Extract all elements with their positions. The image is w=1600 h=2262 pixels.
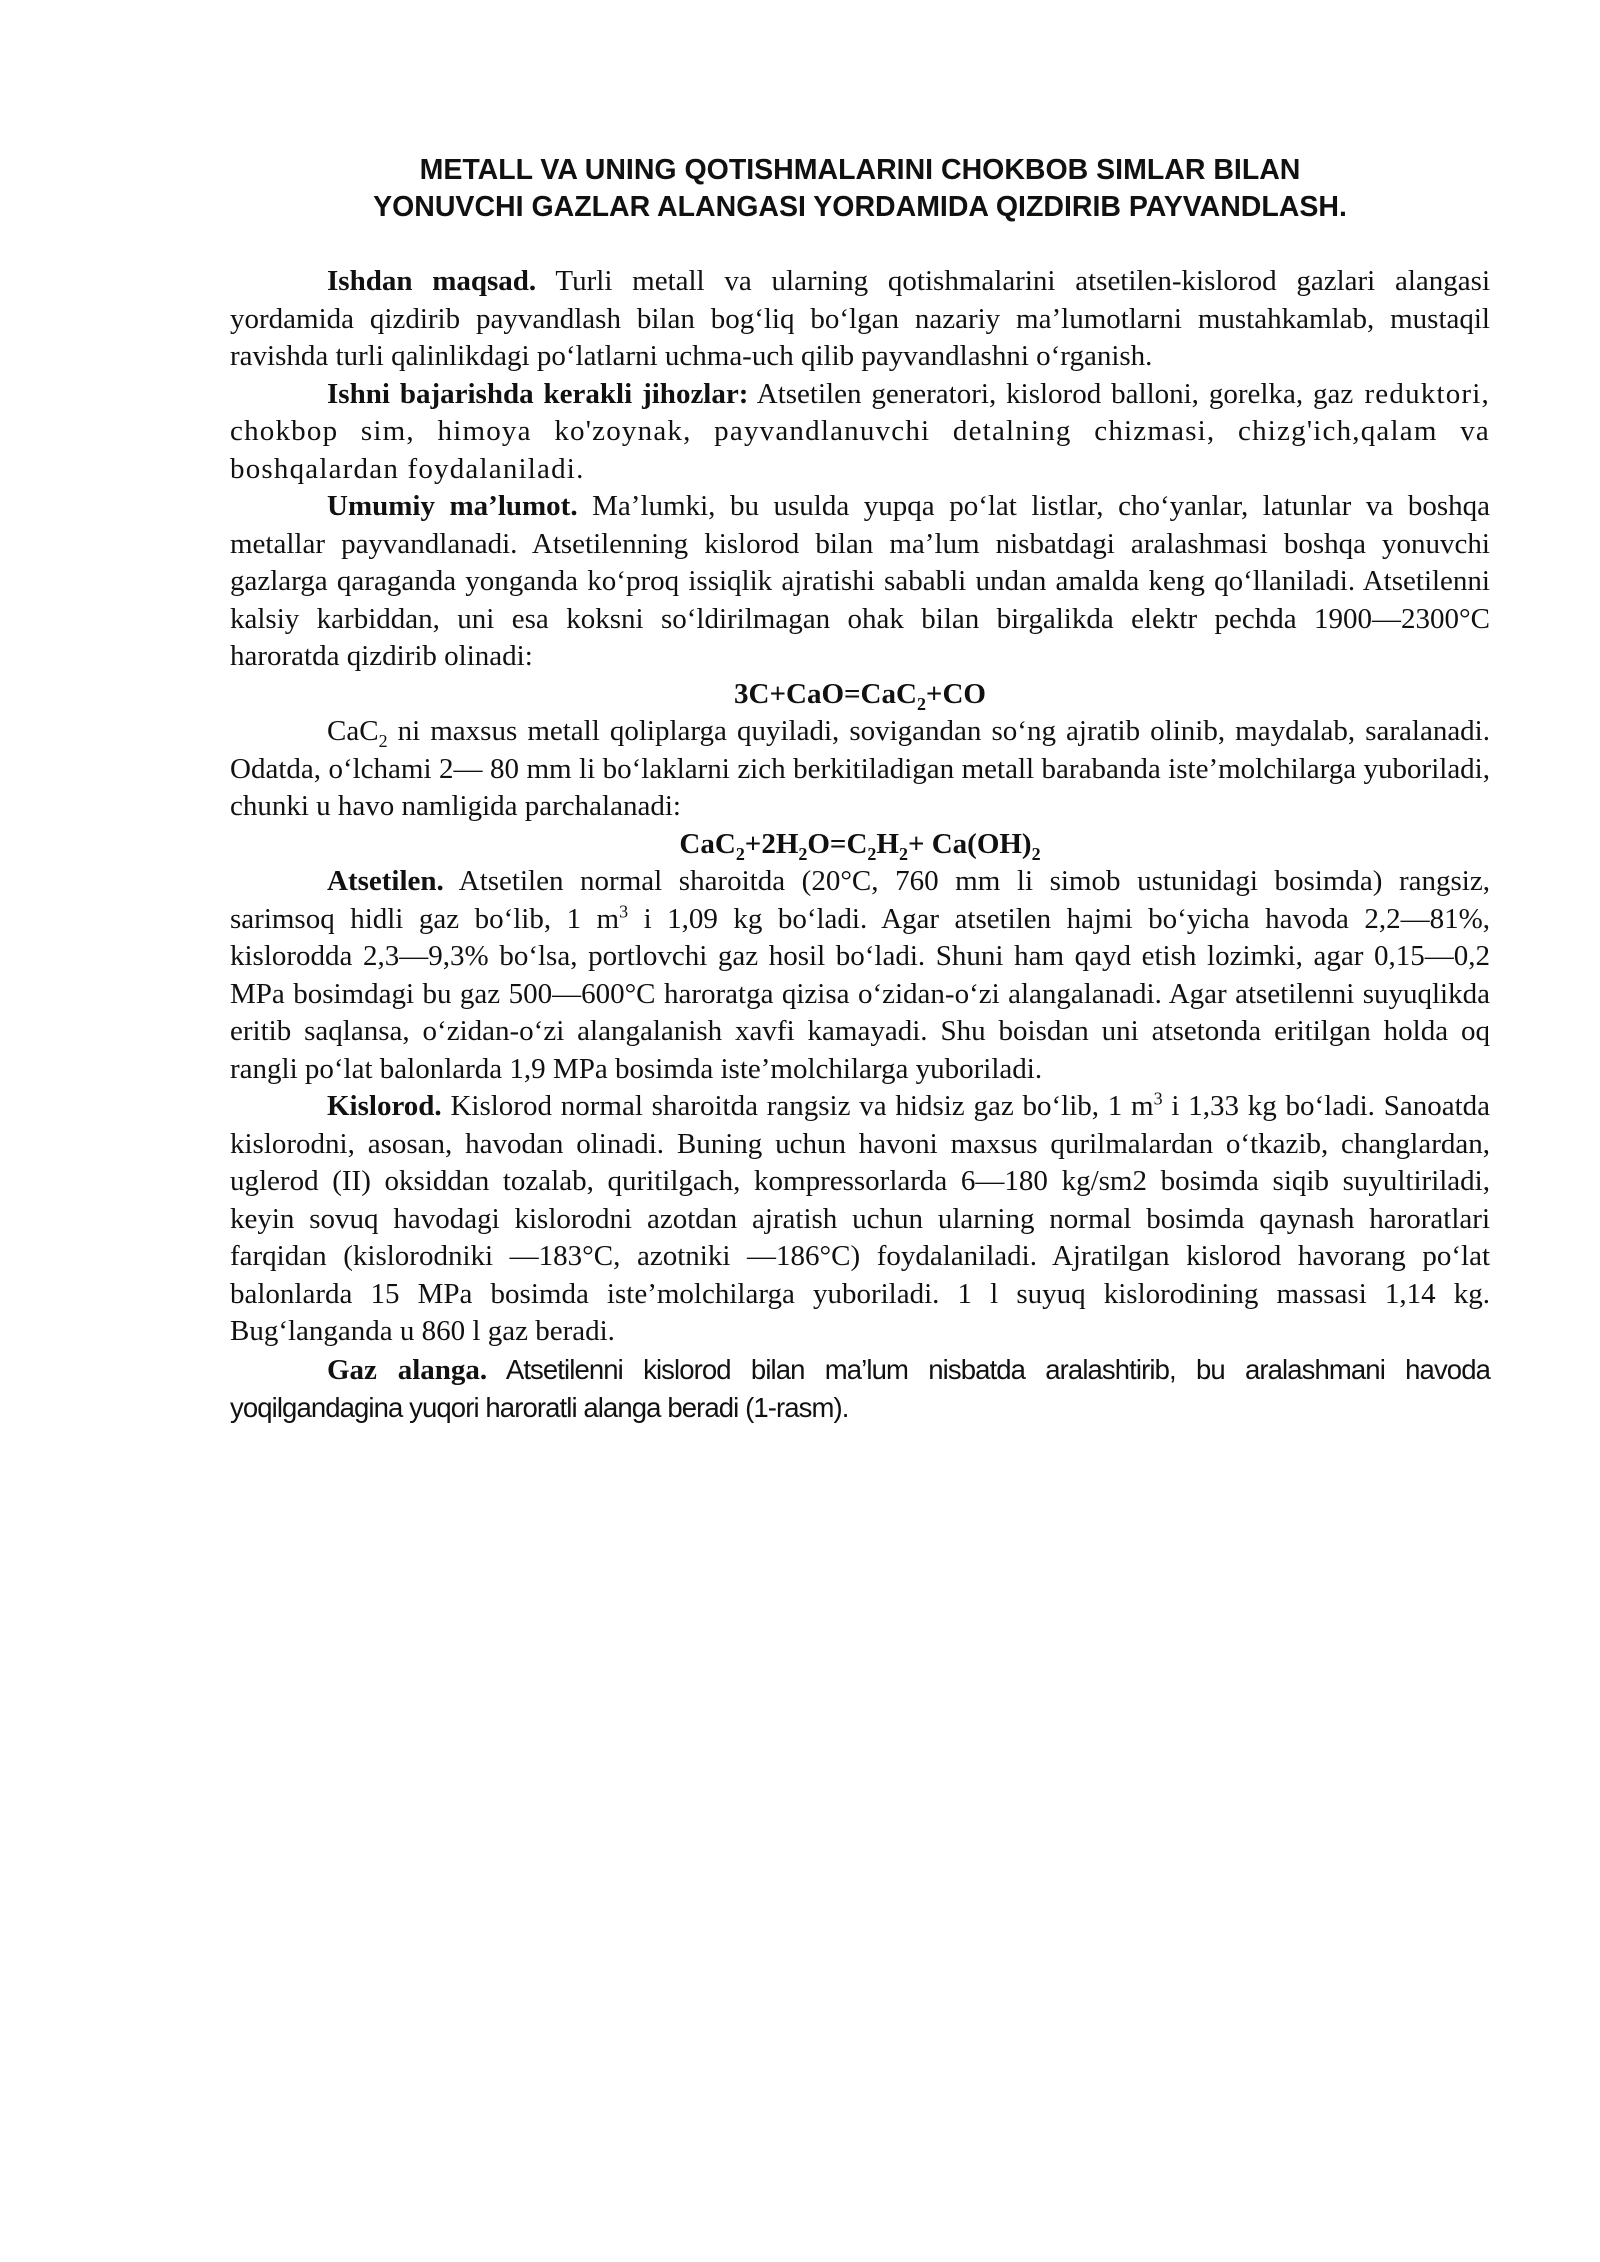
- cac2-paragraph: [230, 713, 1490, 826]
- formula1-part: 3C+CaO=CaC: [734, 677, 917, 710]
- cac2-sub: 2: [378, 730, 388, 751]
- formula2-sub: 2: [735, 843, 745, 864]
- oxygen-paragraph: [230, 1088, 1490, 1351]
- acetylene-text-1: Atsetilen normal sharoitda (20°C, 760 mm li simob ustunidagi bosimda) rangsiz, sarimsoq hidli gaz bo‘lib, 1 m: [230, 865, 1490, 935]
- acetylene-paragraph: [230, 863, 1490, 1088]
- aim-paragraph: [230, 263, 1490, 376]
- equipment-text-1: Atsetilen generatori, kislorod balloni, gorelka, gaz: [748, 377, 1354, 410]
- formula2-sub: 2: [867, 843, 877, 864]
- formula2-sub: 2: [798, 843, 808, 864]
- equipment-text-2: reduktori, chokbop sim, himoya ko'zoynak, payvandlanuvchi detalning chizmasi, chizg'ich,qalam va boshqalardan foydalaniladi.: [230, 377, 1490, 485]
- aim-text: Turli metall va ularning qotishmalarini atsetilen-kislorod gazlari alangasi yordamida qizdirib payvandlash bilan bog‘liq bo‘lgan nazariy ma’lumotlarni mustahkamlab, mustaqil ravishda turli qalinlikdagi po‘latlarni uchma-uch qilib payvandlashni o‘rganish.: [230, 265, 1490, 372]
- formula2-part: + Ca(OH): [907, 827, 1032, 860]
- formula2-part: CaC: [679, 827, 736, 860]
- acetylene-text-2: i 1,09 kg bo‘ladi. Agar atsetilen hajmi bo‘yicha havoda 2,2—81%, kislorodda 2,3—9,3% bo‘lsa, portlovchi gaz hosil bo‘ladi. Shuni ham qayd etish lozimki, agar 0,15—0,2 MPa bosimdagi bu gaz 500—600°C haroratga qizisa o‘zidan-o‘zi alangalanadi. Agar atsetilenni suyuqlikda eritib saqlansa, o‘zidan-o‘zi alangalanish xavfi kamayadi. Shu boisdan uni atsetonda eritilgan holda oq rangli po‘lat balonlarda 1,9 MPa bosimda iste’molchilarga yuboriladi.: [230, 902, 1490, 1085]
- general-text: Ma’lumki, bu usulda yupqa po‘lat listlar, cho‘yanlar, latunlar va boshqa metallar payvandlanadi. Atsetilenning kislorod bilan ma’lum nisbatdagi aralashmasi boshqa yonuvchi gazlarga qaraganda yonganda ko‘proq issiqlik ajratishi sababli undan amalda keng qo‘llaniladi. Atsetilenni kalsiy karbiddan, uni esa koksni so‘ldirilmagan ohak bilan birgalikda elektr pechda 1900—2300°C haroratda qizdirib olinadi:: [230, 490, 1490, 672]
- formula2-sub: 2: [1031, 843, 1041, 864]
- general-paragraph: [230, 488, 1490, 676]
- cac2-text: ni maxsus metall qoliplarga quyiladi, sovigandan so‘ng ajratib olinib, maydalab, saralanadi. Odatda, o‘lchami 2— 80 mm li bo‘laklarni zich berkitiladigan metall barabanda iste’molchilarga yuboriladi, chunki u havo namligida parchalanadi:: [230, 715, 1490, 822]
- aim-label: Ishdan maqsad.: [327, 265, 537, 297]
- flame-text: Atsetilenni kislorod bilan ma’lum nisbatda aralashtirib, bu aralashmani havoda yoqilgandagina yuqori haroratli alanga beradi (1-rasm).: [230, 1353, 1490, 1423]
- oxygen-label: Kislorod.: [327, 1090, 442, 1122]
- formula1-sub: 2: [916, 693, 926, 714]
- formula-acetylene: [230, 826, 1490, 864]
- acetylene-label: Atsetilen.: [327, 865, 444, 897]
- equipment-paragraph: [230, 376, 1490, 489]
- formula-calcium-carbide: [230, 676, 1490, 714]
- cac2-formula: CaC: [327, 715, 379, 747]
- formula2-sub: 2: [898, 843, 908, 864]
- flame-paragraph: [230, 1351, 1490, 1427]
- oxygen-sup: 3: [1153, 1088, 1163, 1109]
- formula2-part: H: [876, 827, 899, 860]
- oxygen-text-2: i 1,33 kg bo‘ladi. Sanoatda kislorodni, asosan, havodan olinadi. Buning uchun havoni maxsus qurilmalardan o‘tkazib, changlardan, uglerod (II) oksiddan tozalab, quritilgach, kompressorlarda 6—180 kg/sm2 bosimda siqib suyultiriladi, keyin sovuq havodagi kislorodni azotdan ajratish uchun ularning normal bosimda qaynash haroratlari farqidan (kislorodniki —183°C, azotniki —186°C) foydalaniladi. Ajratilgan kislorod havorang po‘lat balonlarda 15 MPa bosimda iste’molchilarga yuboriladi. 1 l suyuq kislorodining massasi 1,14 kg. Bug‘langanda u 860 l gaz beradi.: [230, 1090, 1490, 1347]
- title-line-1: METALL VA UNING QOTISHMALARINI CHOKBOB SIMLAR BILAN: [419, 154, 1301, 186]
- general-label: Umumiy ma’lumot.: [327, 490, 578, 522]
- flame-label: Gaz alanga.: [327, 1353, 488, 1386]
- formula2-part: +2H: [744, 827, 799, 860]
- document-title: [230, 152, 1490, 226]
- oxygen-text-1: Kislorod normal sharoitda rangsiz va hidsiz gaz bo‘lib, 1 m: [441, 1090, 1154, 1122]
- equipment-label: Ishni bajarishda kerakli jihozlar:: [327, 377, 749, 410]
- acetylene-sup: 3: [619, 900, 629, 921]
- formula2-part: O=C: [807, 827, 868, 860]
- document-page: [230, 152, 1490, 1427]
- title-line-2: YONUVCHI GAZLAR ALANGASI YORDAMIDA QIZDIRIB PAYVANDLASH.: [373, 191, 1347, 223]
- formula1-part: +CO: [925, 677, 986, 710]
